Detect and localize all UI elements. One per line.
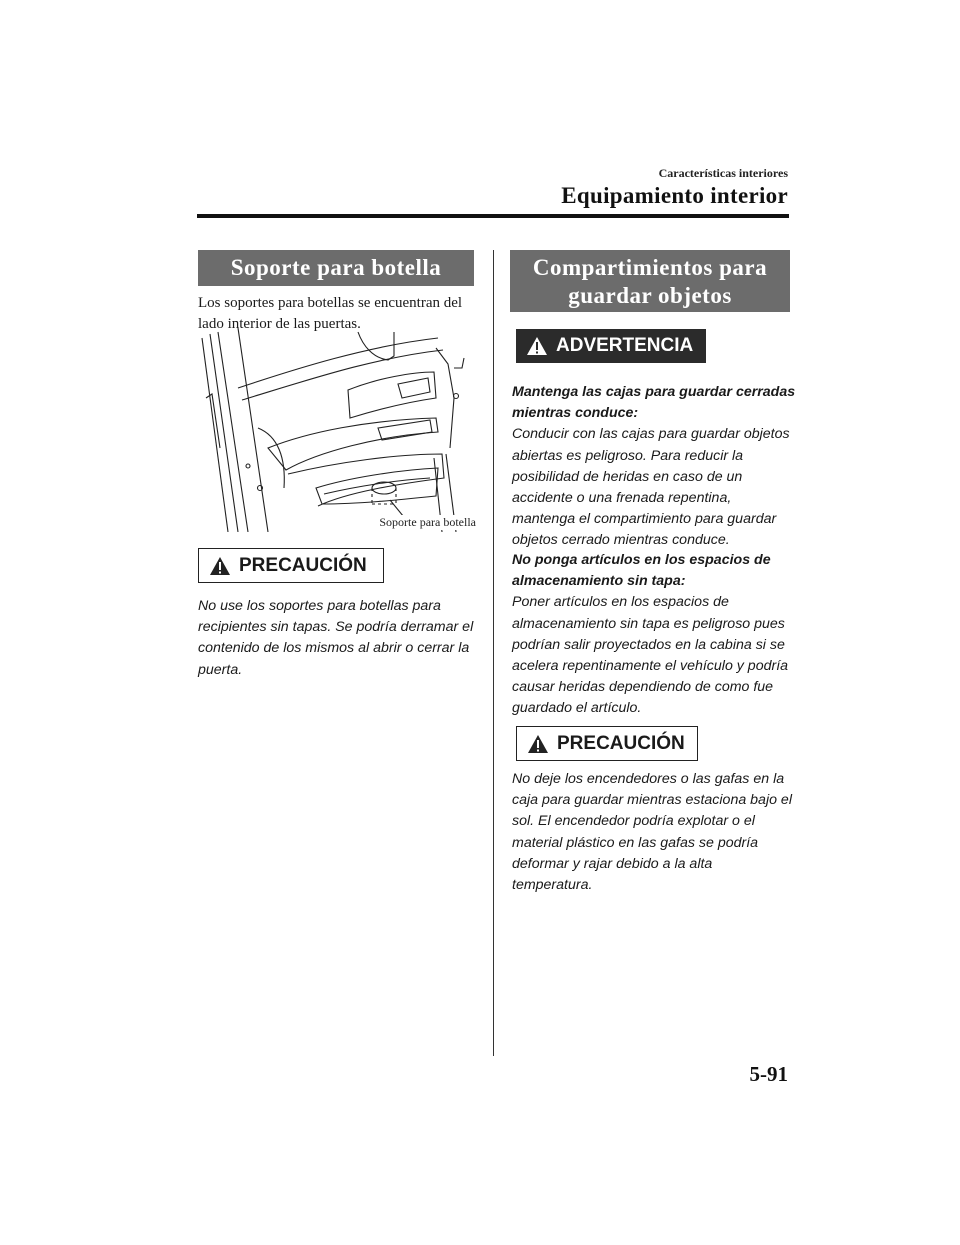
caution-label: PRECAUCIÓN: [557, 732, 685, 754]
heading-line-2: guardar objetos: [568, 283, 732, 308]
caution-text-right: No deje los encendedores o las gafas en la caja para guardar mientras estaciona bajo el sol. El encendedor podría explotar o el material plástico en las gafas se podría deformar y rajar debido a la alta temperatura.: [512, 771, 792, 894]
warning-item-1-heading: Mantenga las cajas para guardar cerradas mientras conduce:: [512, 384, 796, 422]
heading-line-1: Compartimientos para: [532, 255, 768, 280]
caution-text-left: No use los soportes para botellas para recipientes sin tapas. Se podría derramar el contenido de los mismos al abrir o cerrar la puerta.: [198, 598, 474, 678]
door-bottle-holder-illustration: [198, 328, 476, 532]
chapter-title: Características interiores: [658, 166, 788, 180]
bottle-holder-heading: Soporte para botella: [198, 250, 474, 286]
storage-compartments-heading: [510, 250, 790, 312]
warning-triangle-icon: [526, 336, 548, 356]
header-rule: [197, 214, 789, 218]
warning-item-1-body: Conducir con las cajas para guardar objetos abiertas es peligroso. Para reducir la posibilidad de heridas en caso de un accidente o una frenada repentina, mantenga el compartimiento para guardar objetos cerrado mientras conduce.: [512, 426, 790, 549]
section-title: Equipamiento interior: [561, 183, 788, 208]
warning-item-2-body: Poner artículos en los espacios de almacenamiento sin tapa es peligroso pues podrían salir proyectados en la cabina si se acelera repentinamente el vehículo y podría causar heridas dependiendo de como fue guardado el artículo.: [512, 594, 789, 717]
warning-item-2: [512, 550, 796, 720]
warning-item-2-heading: No ponga artículos en los espacios de almacenamiento sin tapa:: [512, 552, 771, 590]
warning-label: ADVERTENCIA: [556, 335, 694, 356]
caution-box-right: [516, 726, 698, 761]
warning-box: [516, 329, 706, 363]
caution-box-left: [198, 548, 384, 583]
warning-item-1: [512, 382, 796, 552]
figure-label: Soporte para botella: [379, 515, 476, 529]
column-divider: [493, 250, 494, 1056]
warning-triangle-icon: [209, 556, 231, 576]
warning-triangle-icon: [527, 734, 549, 754]
page-number: 5-91: [749, 1062, 788, 1086]
bottle-holder-intro: Los soportes para botellas se encuentran del lado interior de las puertas.: [198, 295, 463, 332]
caution-label: PRECAUCIÓN: [239, 554, 367, 576]
